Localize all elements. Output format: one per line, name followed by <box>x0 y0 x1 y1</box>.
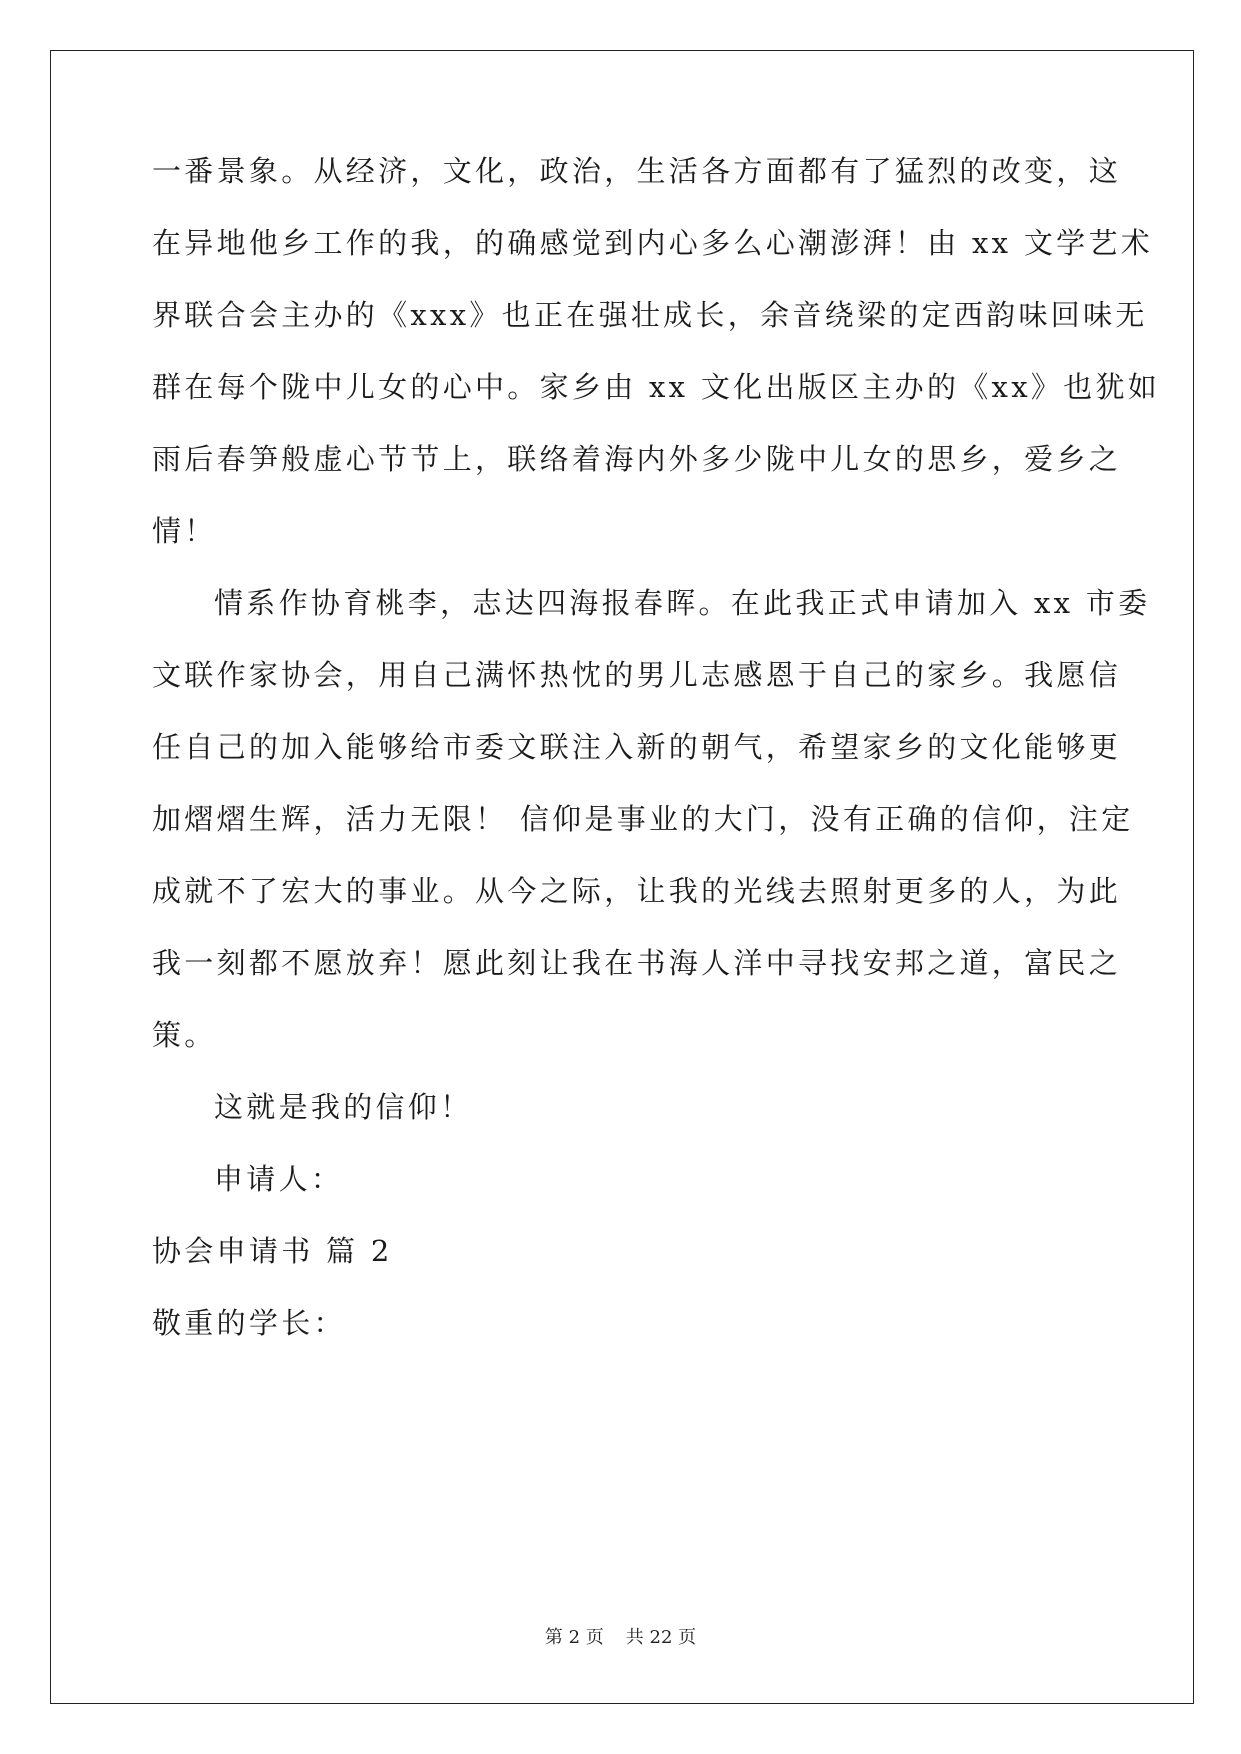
salutation: 敬重的学长： <box>152 1306 346 1340</box>
page-number: 第 2 页 <box>544 1627 604 1648</box>
paragraph-line: 策。 <box>152 1018 217 1052</box>
paragraph-line: 在异地他乡工作的我，的确感觉到内心多么心潮澎湃！由 xx 文学艺术 <box>152 226 1154 260</box>
paragraph-line: 一番景象。从经济，文化，政治，生活各方面都有了猛烈的改变，这 <box>152 154 1122 188</box>
paragraph-line: 我一刻都不愿放弃！愿此刻让我在书海人洋中寻找安邦之道，富民之 <box>152 946 1122 980</box>
applicant-label: 申请人： <box>214 1162 344 1196</box>
paragraph-line: 加熠熠生辉，活力无限！ 信仰是事业的大门，没有正确的信仰，注定 <box>152 802 1134 836</box>
paragraph-line: 这就是我的信仰！ <box>214 1090 473 1124</box>
paragraph-line: 情！ <box>152 514 217 548</box>
section-heading: 协会申请书 篇 2 <box>152 1234 393 1268</box>
paragraph-line: 界联合会主办的《xxx》也正在强壮成长，余音绕梁的定西韵味回味无 <box>152 298 1148 332</box>
paragraph-line: 雨后春笋般虚心节节上，联络着海内外多少陇中儿女的思乡，爱乡之 <box>152 442 1122 476</box>
page-total: 共 22 页 <box>625 1627 697 1648</box>
paragraph-line: 情系作协育桃李，志达四海报春晖。在此我正式申请加入 xx 市委 <box>214 586 1151 620</box>
paragraph-line: 任自己的加入能够给市委文联注入新的朝气，希望家乡的文化能够更 <box>152 730 1122 764</box>
paragraph-line: 群在每个陇中儿女的心中。家乡由 xx 文化出版区主办的《xx》也犹如 <box>152 370 1161 404</box>
page-footer <box>0 1626 1241 1650</box>
paragraph-line: 文联作家协会，用自己满怀热忱的男儿志感恩于自己的家乡。我愿信 <box>152 658 1122 692</box>
paragraph-line: 成就不了宏大的事业。从今之际，让我的光线去照射更多的人，为此 <box>152 874 1122 908</box>
